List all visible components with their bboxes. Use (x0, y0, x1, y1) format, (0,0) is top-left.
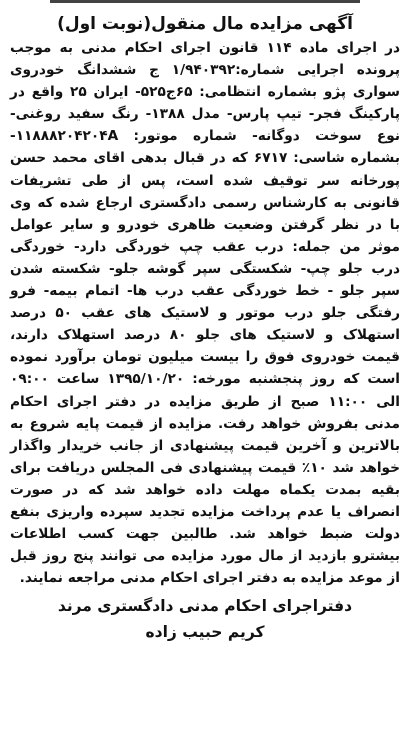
notice-title: آگهی مزایده مال منقول(نوبت اول) (57, 14, 353, 34)
top-cut-off-line (50, 0, 360, 13)
notice-body: در اجرای ماده ۱۱۴ قانون اجرای احکام مدنی به موجب پرونده اجرایی شماره:۱/۹۴۰۳۹۲ ج ششدانگ خودروی سواری پژو بشماره انتظامی: ۶۵ج۵۲۵- ایران ۲۵ واقع در پارکینگ فجر- تیپ پارس- مدل ۱۳۸۸- رنگ سفید روغنی- نوع سوخت دوگانه- شماره موتور: ۱۱۸۸۸۲۰۴۲۰۴A- بشماره شاسی: ۶۷۱۷ که در قبال بدهی اقای محمد حسن پورخانه سر توقیف شده است، پس از طی تشریفات قانونی به کارشناس رسمی دادگستری ارجاع شده که وی با در نظر گرفتن وضعیت ظاهری خودرو و سایر عوامل موثر من جمله: درب عقب چپ خوردگی دارد- خوردگی درب جلو چپ- شکستگی سپر گوشه جلو- شکسته شدن سپر جلو - خط خوردگی عقب درب ها- اتمام بیمه- فرو رفتگی جلو درب موتور و لاستیک های عقب ۵۰ درصد استهلاک و لاستیک های جلو ۸۰ درصد استهلاک دارند، قیمت خودروی فوق را بیست میلیون تومان برآورد نموده است که روز پنجشنبه مورخه: ۱۳۹۵/۱۰/۲۰ ساعت ۰۹:۰۰ الی ۱۱:۰۰ صبح از طریق مزایده در دفتر اجرای احکام مدنی بفروش خواهد رفت. مزایده از قیمت پایه شروع به بالاترین و آخرین قیمت پیشنهادی از جانب خریدار واگذار خواهد شد ۱۰٪ قیمت پیشنهادی فی المجلس دریافت برای بقیه بمدت یکماه مهلت داده خواهد شد که در صورت انصراف یا عدم پرداخت مزایده تجدید سپرده واریزی بنفع دولت ضبط خواهد شد. طالبین جهت کسب اطلاعات بیشترو بازدید از مال مورد مزایده می توانند پنج روز قبل از موعد مزایده به دفتر اجرای احکام مدنی مراجعه نمایند. (10, 40, 401, 587)
signature-block (10, 593, 400, 645)
signature-name: کریم حبیب زاده (145, 623, 265, 642)
signature-office: دفتراجرای احکام مدنی دادگستری مرند (57, 597, 353, 616)
